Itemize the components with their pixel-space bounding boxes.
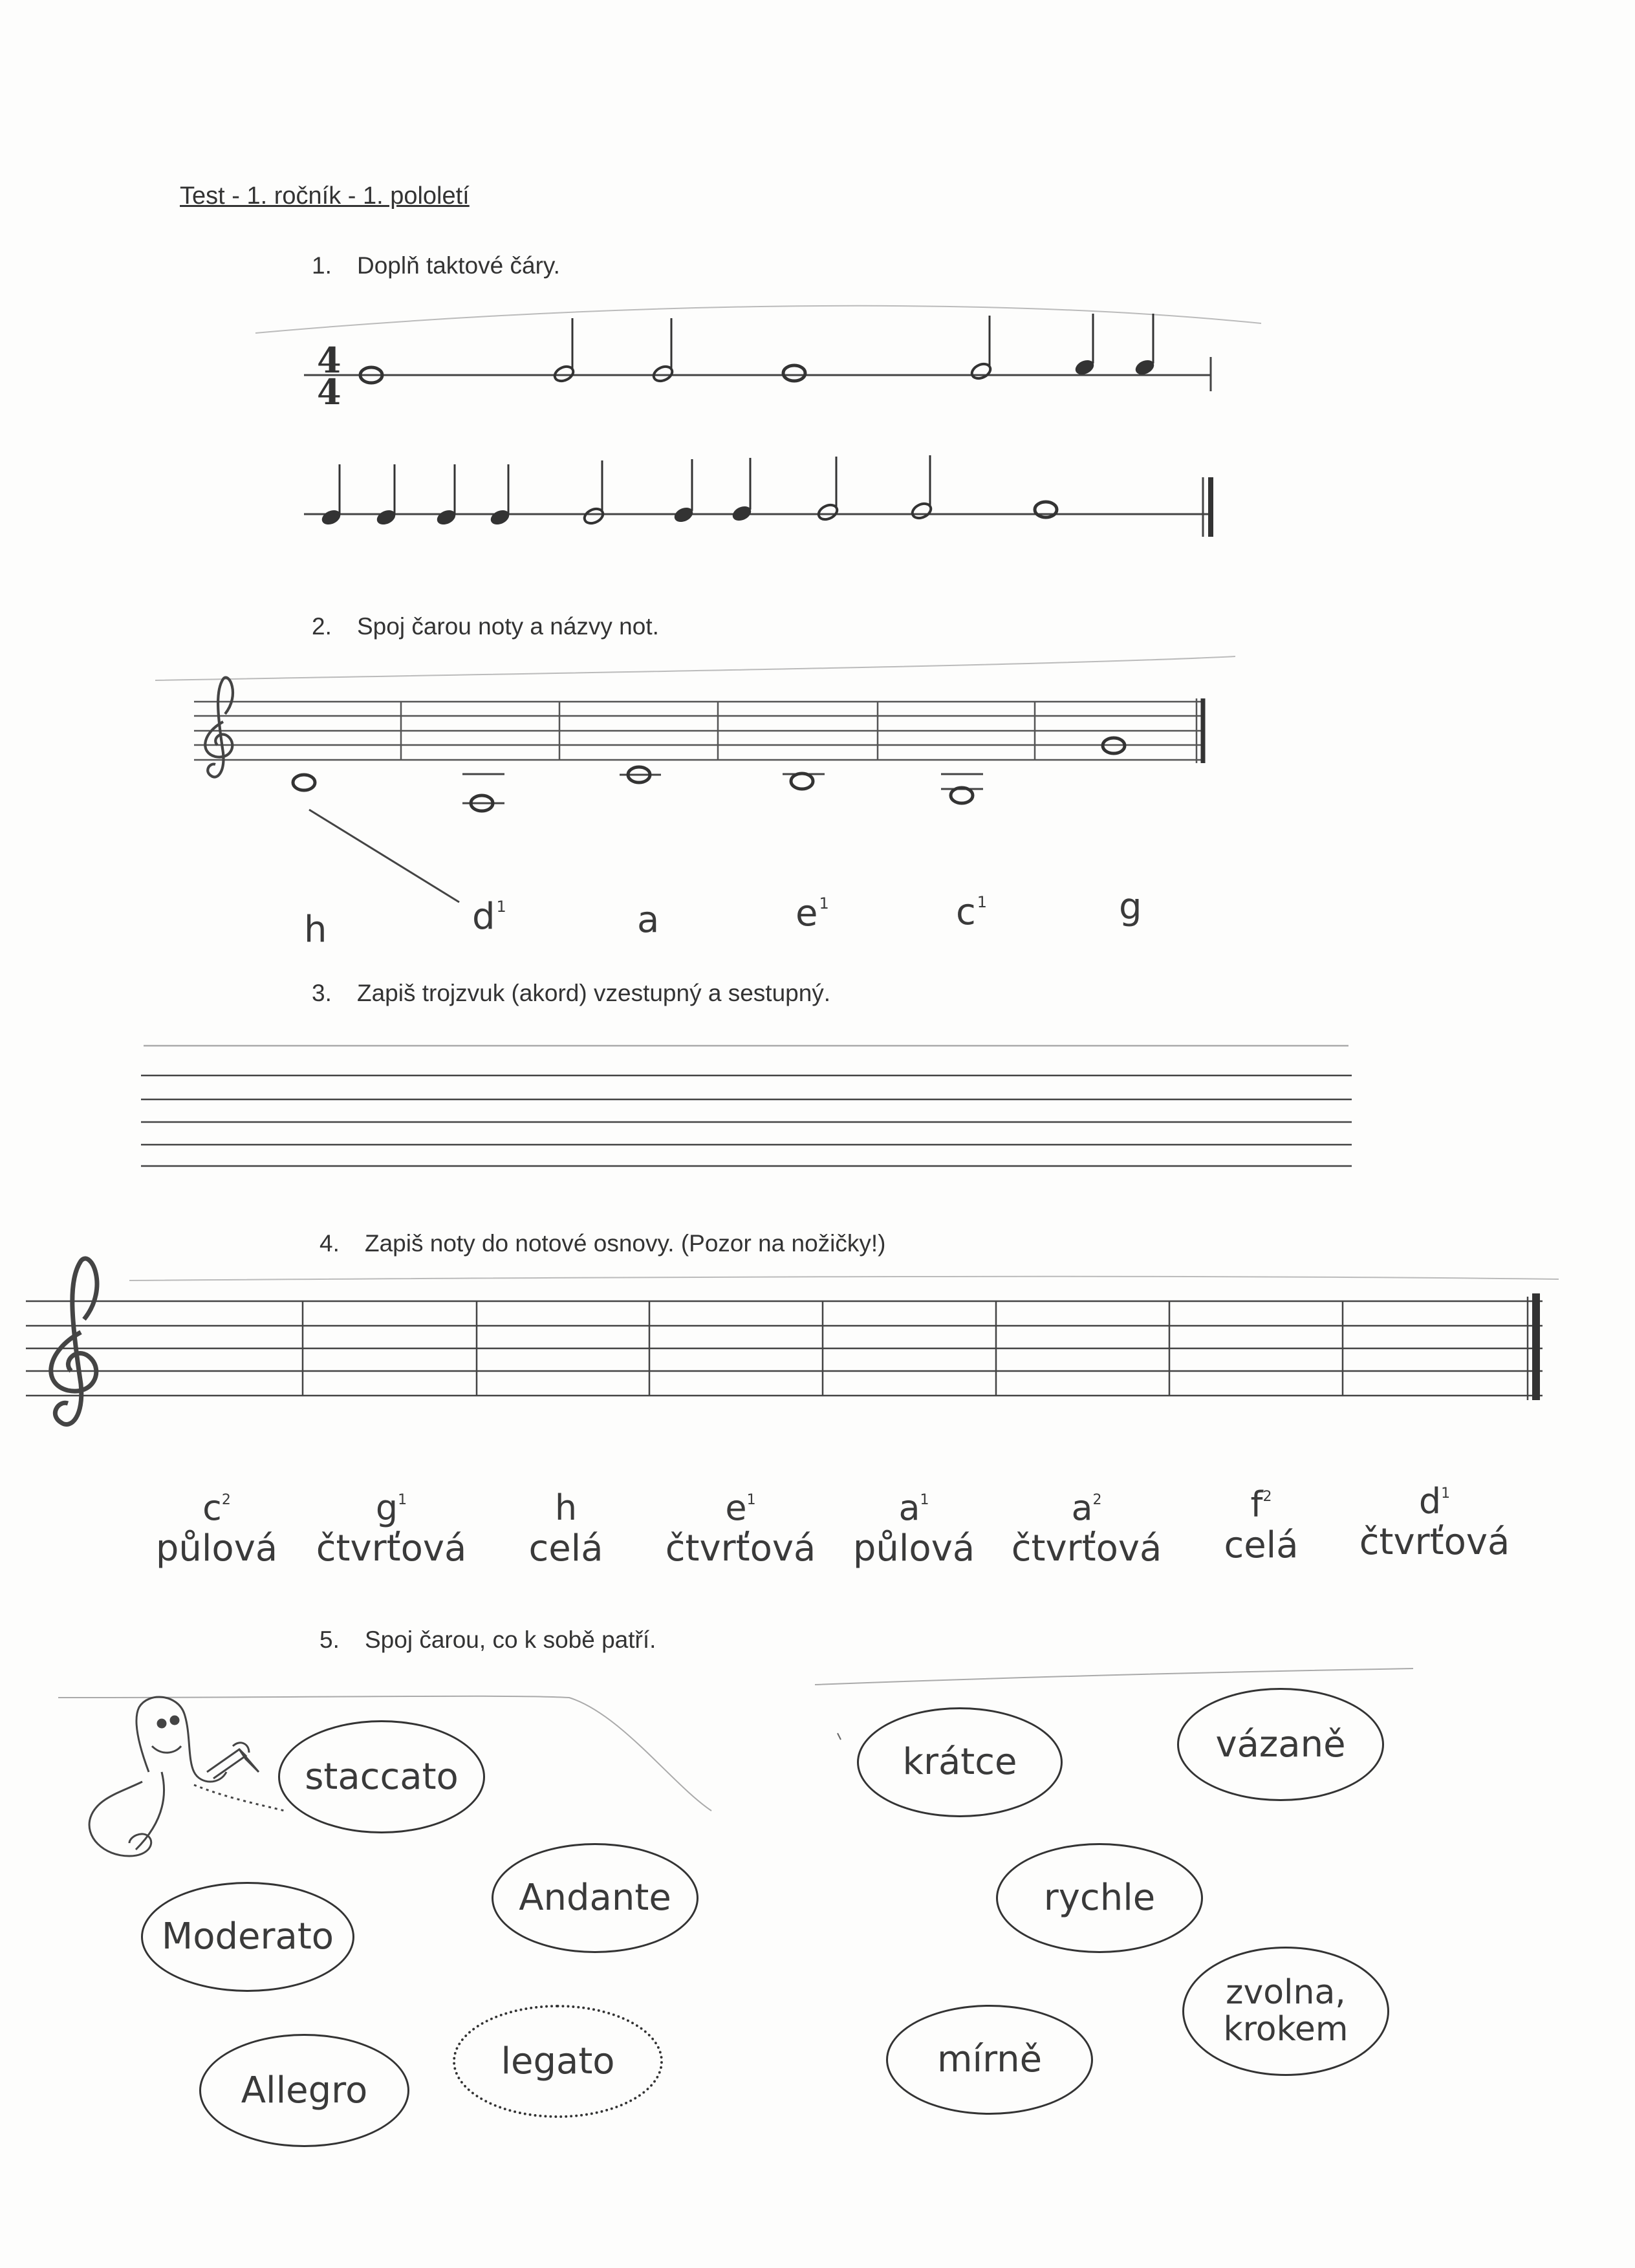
whole-note	[783, 365, 805, 381]
note-name: h	[554, 1487, 578, 1528]
task-1-rhythm-line-1	[304, 314, 1211, 413]
task-3-staff	[141, 1046, 1352, 1166]
task-4-item	[1002, 1481, 1171, 1570]
time-signature-top: 4	[317, 340, 341, 381]
task-4-item	[1177, 1478, 1345, 1567]
task-number: 5.	[319, 1626, 340, 1653]
note-name: $a^1$	[898, 1487, 929, 1528]
note-name: $a^2$	[1071, 1487, 1102, 1528]
note-duration: čtvrťová	[316, 1528, 467, 1570]
note-duration: půlová	[155, 1528, 278, 1570]
note-name: $c^2$	[202, 1487, 231, 1528]
note-duration: celá	[1224, 1524, 1299, 1566]
task-text: Spoj čarou, co k sobě patří.	[365, 1626, 656, 1653]
task-number: 2.	[312, 613, 332, 640]
term-oval: vázaně	[1177, 1688, 1384, 1801]
note-name-label: $d^1$	[472, 896, 506, 938]
task-number: 4.	[319, 1230, 340, 1257]
half-note	[651, 318, 675, 383]
quarter-note	[319, 464, 343, 527]
quarter-note	[488, 464, 512, 527]
note-duration: čtvrťová	[665, 1528, 816, 1570]
task-1-rhythm-line-2	[304, 455, 1211, 537]
task-text: Zapiš noty do notové osnovy. (Pozor na nožičky!)	[365, 1230, 886, 1257]
task-text: Spoj čarou noty a názvy not.	[357, 613, 659, 640]
task-4-staff	[26, 1258, 1543, 1424]
scan-artifact	[815, 1669, 1413, 1685]
note-name-label: h	[304, 909, 327, 951]
quarter-note	[1133, 314, 1156, 377]
term-oval: legato	[453, 2005, 663, 2118]
worm-illustration-icon	[89, 1697, 285, 1856]
note-name-label: a	[637, 899, 660, 941]
half-note	[552, 318, 576, 383]
treble-clef-icon	[205, 678, 233, 777]
term-oval: krátce	[857, 1707, 1063, 1817]
note-name: $d^1$	[1418, 1481, 1451, 1522]
term-oval: staccato	[278, 1720, 485, 1833]
half-note	[969, 316, 993, 381]
task-number: 1.	[312, 252, 332, 279]
quarter-note	[374, 464, 398, 527]
note-name: $g^1$	[375, 1487, 407, 1528]
task-number: 3.	[312, 980, 332, 1006]
note-duration: půlová	[852, 1528, 975, 1570]
quarter-note	[435, 464, 458, 527]
note-name-label: g	[1119, 886, 1142, 928]
term-oval: Andante	[492, 1843, 698, 1953]
quarter-note	[1073, 314, 1096, 377]
note-g	[951, 788, 973, 803]
task-4-item	[133, 1481, 301, 1570]
task-text: Zapiš trojzvuk (akord) vzestupný a sestupný.	[357, 980, 831, 1006]
note-h	[293, 775, 315, 790]
task-text: Doplň taktové čáry.	[357, 252, 560, 279]
task-4-item	[307, 1481, 475, 1570]
treble-clef-icon	[51, 1258, 97, 1424]
scan-artifact	[129, 1277, 1559, 1280]
note-duration: čtvrťová	[1359, 1521, 1510, 1563]
task-4-item	[482, 1481, 650, 1570]
task-4-item	[1350, 1474, 1519, 1564]
note-duration: celá	[528, 1528, 603, 1570]
term-oval: zvolna, krokem	[1182, 1947, 1389, 2076]
note-duration: čtvrťová	[1011, 1528, 1162, 1570]
term-oval: Allegro	[199, 2034, 409, 2147]
half-note	[910, 455, 933, 521]
task-2-staff	[194, 678, 1204, 902]
term-oval: mírně	[886, 2005, 1093, 2115]
time-signature-bottom: 4	[317, 371, 341, 413]
page-title: Test - 1. ročník - 1. pololetí	[180, 182, 470, 210]
connecting-line	[309, 810, 459, 902]
scan-artifact	[838, 1733, 841, 1740]
note-name: $f^2$	[1250, 1484, 1272, 1525]
term-oval: Moderato	[141, 1882, 354, 1992]
task-4-item	[830, 1481, 998, 1570]
task-4-item	[656, 1481, 825, 1570]
note-name-label: $c^1$	[956, 891, 988, 933]
scan-artifact	[255, 306, 1261, 333]
half-note	[582, 460, 605, 526]
note-h-ledger	[791, 773, 813, 789]
quarter-note	[730, 458, 753, 523]
term-oval: rychle	[996, 1843, 1203, 1953]
half-note	[816, 457, 839, 522]
scan-artifact	[155, 656, 1235, 680]
note-name: $e^1$	[725, 1487, 756, 1528]
note-name-label: $e^1$	[796, 892, 829, 934]
quarter-note	[672, 459, 695, 524]
